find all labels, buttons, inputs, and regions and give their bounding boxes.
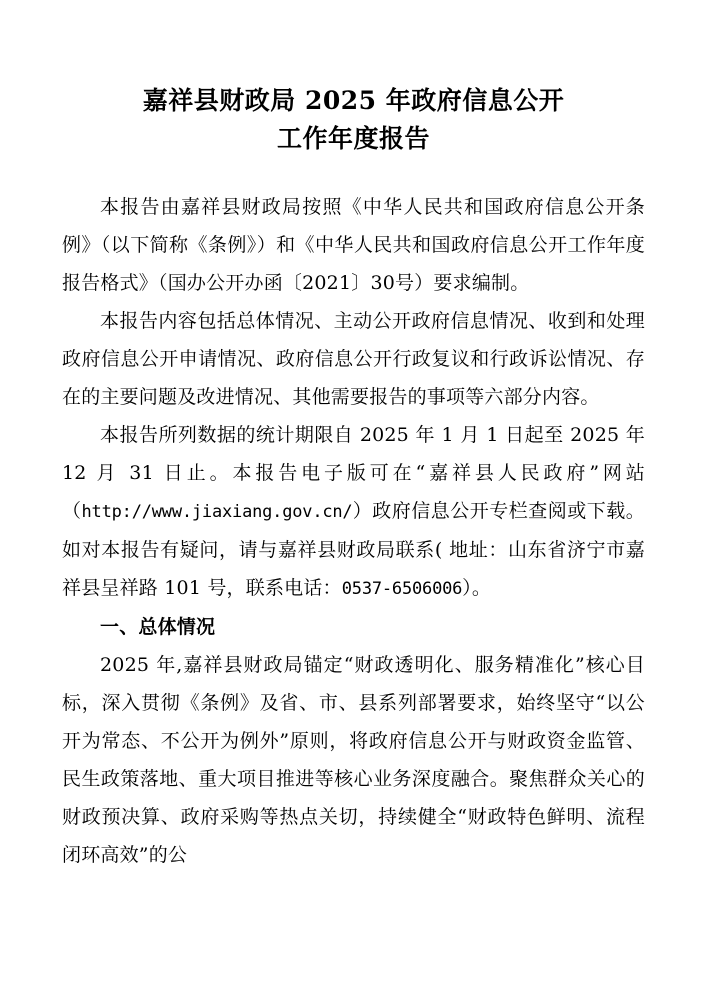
paragraph-contents-overview: 本报告内容包括总体情况、主动公开政府信息情况、收到和处理政府信息公开申请情况、政府信息公开行政复议和行政诉讼情况、存在的主要问题及改进情况、其他需要报告的事项等六部分内容。 [62,310,645,408]
document-body [62,188,645,874]
contact-phone: 0537-6506006 [341,579,463,599]
page-title-line-2: 工作年度报告 [276,124,430,153]
paragraph-statistical-period [62,416,645,608]
page-title [62,82,645,158]
period-text-part-3: ）。 [462,577,492,599]
section-heading-overall-situation: 一、总体情况 [100,616,216,638]
website-url: http://www.jiaxiang.gov.cn/ [81,502,353,522]
period-text-part-2: ）政府信息公开专栏查阅或下载。如对本报告有疑问，请与嘉祥县财政局联系( 地址：山东省济宁市嘉祥县呈祥路 101 号，联系电话： [62,500,645,599]
page-title-line-1: 嘉祥县财政局 2025 年政府信息公开 [142,86,565,115]
paragraph-overall-situation-body: 2025 年,嘉祥县财政局锚定“财政透明化、服务精准化”核心目标，深入贯彻《条例》及省、市、县系列部署要求，始终坚守“以公开为常态、不公开为例外”原则，将政府信息公开与财政资金监管、民生政策落地、重大项目推进等核心业务深度融合。聚焦群众关心的财政预决算、政府采购等热点关切，持续健全“财政特色鲜明、流程闭环高效”的公 [62,654,645,866]
period-text-part-1: 本报告所列数据的统计期限自 2025 年 1 月 1 日起至 2025 年 12 月 31 日止。本报告电子版可在“嘉祥县人民政府”网站（ [62,424,645,522]
paragraph-intro-basis: 本报告由嘉祥县财政局按照《中华人民共和国政府信息公开条例》（以下简称《条例》）和《中华人民共和国政府信息公开工作年度报告格式》（国办公开办函〔2021〕30号）要求编制。 [62,196,645,294]
